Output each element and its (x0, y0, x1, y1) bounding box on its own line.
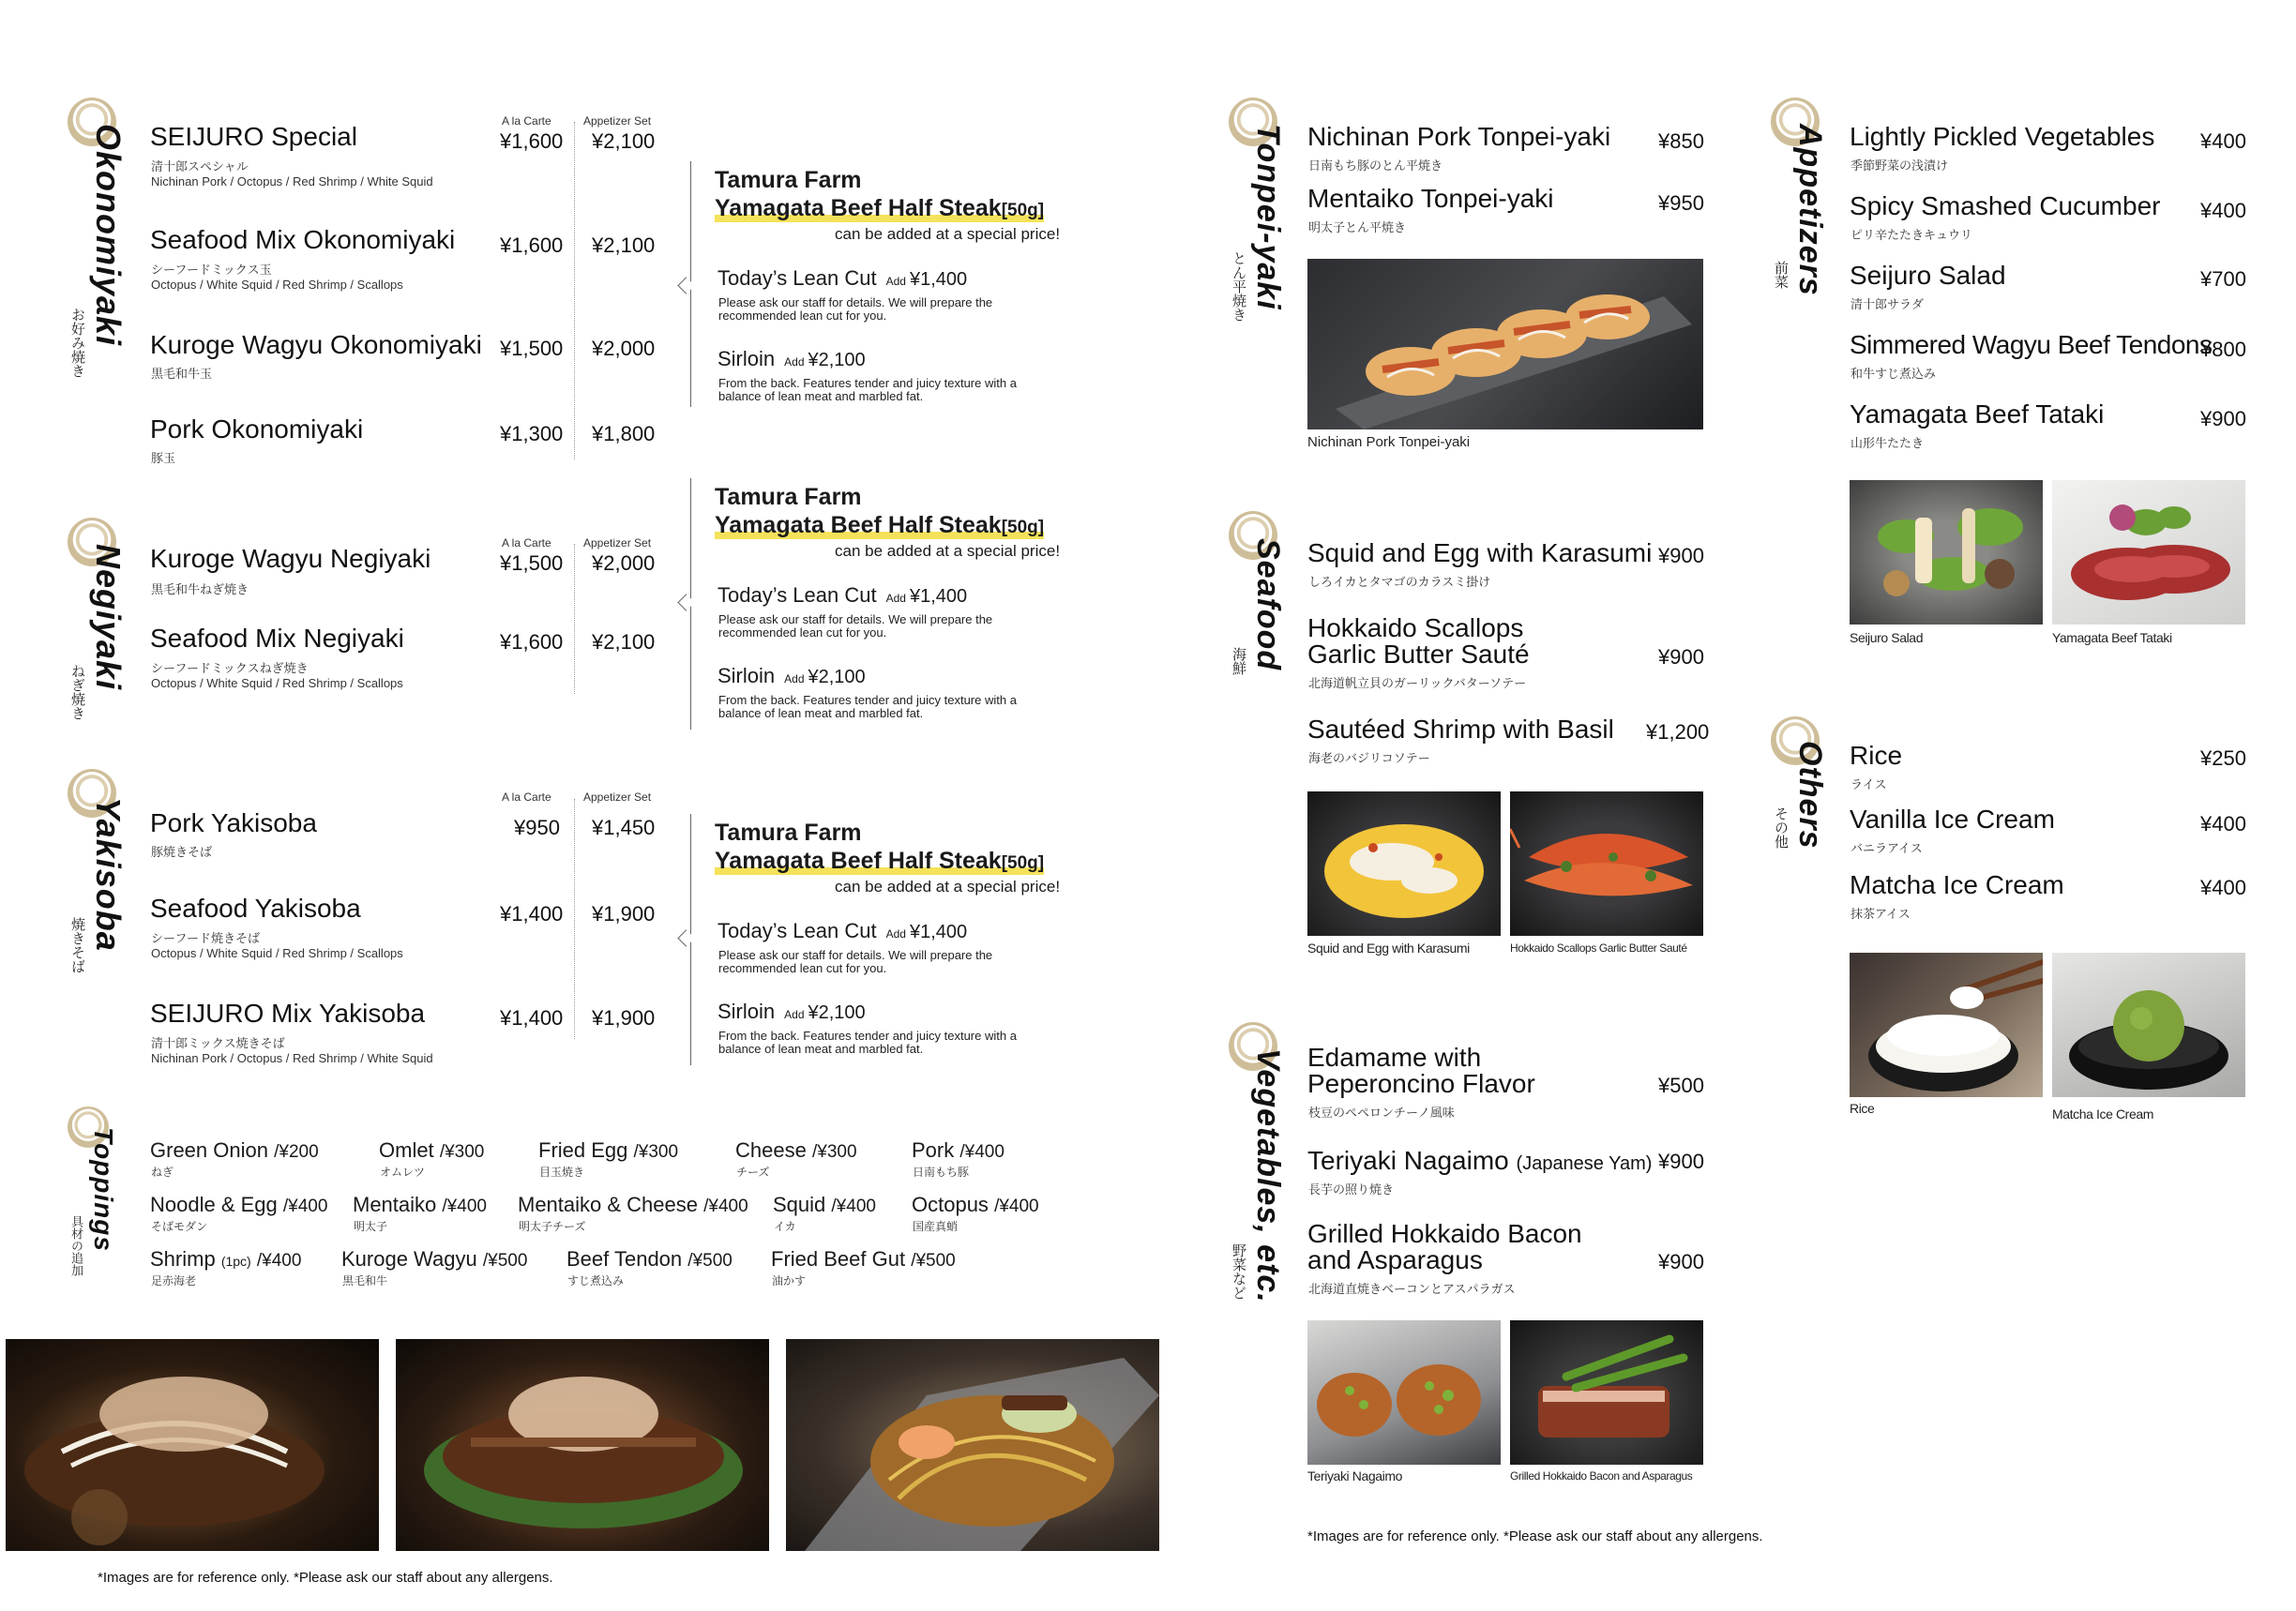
topping-item: Fried Beef Gut /¥500 (771, 1247, 956, 1271)
menu-item-name-line2: Garlic Butter Sauté (1307, 640, 1530, 669)
menu-item-jp: 日南もち豚のとん平焼き (1308, 158, 1443, 173)
item-price: ¥800 (2200, 338, 2246, 361)
tamura-title: Tamura Farm (715, 167, 862, 193)
menu-item-name: Pork Yakisoba (150, 808, 317, 837)
topping-item: Beef Tendon /¥500 (566, 1247, 733, 1271)
item-price: ¥250 (2200, 746, 2246, 770)
photo-caption: Seijuro Salad (1850, 630, 1924, 645)
photo-caption: Grilled Hokkaido Bacon and Asparagus (1510, 1469, 1693, 1483)
topping-jp: チーズ (736, 1166, 770, 1179)
section-title-toppings: Toppings (89, 1127, 118, 1252)
menu-item-jp: シーフードミックス玉 (151, 263, 272, 277)
lean-cut-desc: Please ask our staff for details. We will prepare the recommended lean cut for you. (718, 612, 993, 640)
topping-item: Omlet /¥300 (379, 1138, 485, 1162)
price-appetizer: ¥1,900 (592, 1006, 656, 1030)
photo-caption: Teriyaki Nagaimo (1307, 1468, 1402, 1483)
menu-item-desc: Octopus / White Squid / Red Shrimp / Scallops (151, 676, 403, 690)
price-appetizer: ¥1,900 (592, 902, 656, 926)
tonpei-photo (1307, 259, 1703, 429)
topping-item: Pork /¥400 (912, 1138, 1004, 1162)
menu-item-name: Matcha Ice Cream (1850, 870, 2064, 899)
lean-cut-desc: Please ask our staff for details. We will prepare the recommended lean cut for you. (718, 948, 993, 975)
menu-item-jp: ライス (1850, 777, 1887, 791)
tamura-subtitle: Yamagata Beef Half Steak[50g] (715, 848, 1045, 874)
menu-item-jp: 清十郎スペシャル (151, 159, 249, 173)
bracket-chevron-icon (677, 929, 694, 946)
negiyaki-photo (396, 1339, 769, 1551)
photo-caption: Hokkaido Scallops Garlic Butter Sauté (1510, 941, 1687, 955)
menu-item-jp: バニラアイス (1850, 841, 1923, 855)
menu-item-jp: 枝豆のペペロンチーノ風味 (1308, 1106, 1455, 1120)
tamura-subtitle: Yamagata Beef Half Steak[50g] (715, 195, 1045, 221)
col-header-alacarte: A la Carte (502, 114, 551, 128)
scallops-photo (1510, 791, 1703, 936)
menu-item-jp: シーフードミックスねぎ焼き (151, 661, 309, 675)
price-alacarte: ¥1,300 (500, 422, 564, 445)
tamura-note: can be added at a special price! (835, 542, 1061, 560)
menu-item-jp: 豚焼きそば (151, 845, 213, 859)
menu-item-jp: 黒毛和牛ねぎ焼き (151, 582, 249, 596)
item-price: ¥850 (1658, 129, 1704, 153)
section-title-seafood: Seafood (1250, 538, 1286, 671)
lean-cut: Today’s Lean Cut Add ¥1,400 (718, 919, 968, 942)
sirloin-desc: From the back. Features tender and juicy texture with a balance of lean meat and marbled fat. (718, 693, 1017, 720)
section-title-tonpei: Tonpei-yaki (1250, 124, 1286, 310)
sirloin: Sirloin Add ¥2,100 (718, 664, 866, 687)
col-header-appetizer: Appetizer Set (583, 790, 652, 804)
menu-item-name: Kuroge Wagyu Okonomiyaki (150, 330, 482, 359)
price-alacarte: ¥1,500 (500, 337, 564, 360)
topping-item: Kuroge Wagyu /¥500 (341, 1247, 528, 1271)
section-jp-seafood: 海鮮 (1231, 647, 1246, 675)
section-jp-vegetables: 野菜など (1231, 1243, 1246, 1300)
menu-item-name: Seafood Yakisoba (150, 894, 361, 923)
section-jp-negiyaki: ねぎ焼き (69, 664, 85, 720)
col-header-appetizer: Appetizer Set (583, 114, 652, 128)
menu-item-jp: 海老のバジリコソテー (1308, 751, 1430, 765)
photo-caption: Rice (1850, 1101, 1875, 1116)
menu-item-name: Mentaiko Tonpei-yaki (1307, 184, 1554, 213)
seijuro-salad-photo (1850, 480, 2043, 625)
section-jp-yakisoba: 焼きそば (69, 917, 85, 973)
menu-item-name: Pork Okonomiyaki (150, 414, 364, 444)
tamura-note: can be added at a special price! (835, 225, 1061, 243)
menu-item-jp: 明太子とん平焼き (1308, 220, 1407, 234)
section-title-vegetables: Vegetables, etc. (1250, 1048, 1286, 1303)
bacon-asparagus-photo (1510, 1320, 1703, 1465)
lean-cut: Today’s Lean Cut Add ¥1,400 (718, 266, 968, 290)
item-price: ¥1,200 (1646, 720, 1710, 744)
price-appetizer: ¥2,100 (592, 129, 656, 153)
item-price: ¥700 (2200, 267, 2246, 291)
section-title-others: Others (1792, 741, 1828, 850)
menu-item-name: Squid and Egg with Karasumi (1307, 538, 1653, 567)
menu-item-jp: 北海道直焼きベーコンとアスパラガス (1308, 1282, 1516, 1296)
menu-item-jp: 黒毛和牛玉 (151, 367, 213, 381)
topping-jp: 国産真蛸 (913, 1220, 959, 1233)
squid-egg-photo (1307, 791, 1501, 936)
topping-item: Fried Egg /¥300 (538, 1138, 679, 1162)
section-title-yakisoba: Yakisoba (89, 797, 128, 952)
menu-item-desc: Octopus / White Squid / Red Shrimp / Scallops (151, 278, 403, 292)
menu-item-jp: 清十郎ミックス焼きそば (151, 1036, 285, 1050)
menu-item-name: Yamagata Beef Tataki (1850, 399, 2105, 429)
column-divider (574, 544, 575, 694)
menu-item-jp: 山形牛たたき (1850, 436, 1925, 450)
topping-jp: 日南もち豚 (913, 1166, 970, 1179)
lean-cut-desc: Please ask our staff for details. We will prepare the recommended lean cut for you. (718, 295, 993, 323)
sirloin: Sirloin Add ¥2,100 (718, 1000, 866, 1023)
item-price: ¥500 (1658, 1074, 1704, 1097)
item-price: ¥400 (2200, 199, 2246, 222)
price-alacarte: ¥950 (514, 816, 560, 839)
topping-item: Noodle & Egg /¥400 (150, 1193, 328, 1216)
section-title-okonomiyaki: Okonomiyaki (89, 124, 128, 347)
menu-item-jp: 北海道帆立貝のガーリックバターソテー (1308, 676, 1527, 690)
section-jp-appetizers: 前菜 (1773, 261, 1789, 289)
topping-jp: すじ煮込み (567, 1274, 625, 1287)
topping-jp: そばモダン (151, 1220, 208, 1233)
price-appetizer: ¥1,800 (592, 422, 656, 445)
menu-item-jp: 豚玉 (151, 451, 176, 465)
sirloin: Sirloin Add ¥2,100 (718, 347, 866, 370)
menu-item-name: Lightly Pickled Vegetables (1850, 122, 2155, 151)
price-alacarte: ¥1,400 (500, 902, 564, 926)
topping-item: Cheese /¥300 (735, 1138, 857, 1162)
menu-item-jp: 和牛すじ煮込み (1850, 367, 1937, 381)
sirloin-desc: From the back. Features tender and juicy texture with a balance of lean meat and marbled fat. (718, 376, 1017, 403)
topping-item: Squid /¥400 (773, 1193, 876, 1216)
item-price: ¥900 (1658, 1250, 1704, 1273)
menu-item-name: Vanilla Ice Cream (1850, 805, 2055, 834)
menu-item-name: SEIJURO Special (150, 122, 357, 151)
menu-item-name: SEIJURO Mix Yakisoba (150, 999, 426, 1028)
bracket-chevron-icon (677, 594, 694, 610)
topping-jp: イカ (774, 1220, 796, 1233)
menu-item-jp: 季節野菜の浅漬け (1850, 158, 1949, 173)
menu-item-name: Hokkaido Scallops (1307, 613, 1524, 642)
menu-item-name: Seafood Mix Okonomiyaki (150, 225, 456, 254)
menu-item-name: Rice (1850, 741, 1903, 770)
tamura-title: Tamura Farm (715, 820, 862, 846)
menu-item-name: Nichinan Pork Tonpei-yaki (1307, 122, 1611, 151)
price-alacarte: ¥1,500 (500, 551, 564, 575)
topping-item: Shrimp (1pc) /¥400 (150, 1247, 302, 1271)
sirloin-desc: From the back. Features tender and juicy texture with a balance of lean meat and marbled fat. (718, 1029, 1017, 1056)
menu-item-jp: ピリ辛たたきキュウリ (1850, 228, 1973, 242)
section-jp-others: その他 (1773, 806, 1789, 849)
photo-caption: Squid and Egg with Karasumi (1307, 941, 1470, 956)
price-alacarte: ¥1,600 (500, 129, 564, 153)
topping-item: Octopus /¥400 (912, 1193, 1039, 1216)
menu-item-name-line2: Peperoncino Flavor (1307, 1069, 1535, 1098)
menu-item-name: Seafood Mix Negiyaki (150, 624, 404, 653)
beef-tataki-photo (2052, 480, 2245, 625)
topping-jp: ねぎ (151, 1166, 174, 1179)
rice-photo (1850, 953, 2043, 1097)
matcha-photo (2052, 953, 2245, 1097)
bracket-chevron-icon (677, 277, 694, 294)
photo-caption: Nichinan Pork Tonpei-yaki (1307, 434, 1471, 450)
topping-jp: 足赤海老 (151, 1274, 197, 1287)
photo-caption: Yamagata Beef Tataki (2052, 630, 2172, 645)
item-price: ¥400 (2200, 812, 2246, 836)
topping-jp: 明太子 (354, 1220, 388, 1233)
item-price: ¥900 (1658, 544, 1704, 567)
okonomiyaki-photo (6, 1339, 379, 1551)
menu-item-name: Sautéed Shrimp with Basil (1307, 715, 1614, 744)
price-appetizer: ¥2,000 (592, 551, 656, 575)
column-divider (574, 799, 575, 1039)
menu-item-jp: シーフード焼きそば (151, 931, 260, 945)
tamura-subtitle: Yamagata Beef Half Steak[50g] (715, 512, 1045, 538)
price-appetizer: ¥2,000 (592, 337, 656, 360)
topping-jp: 油かす (772, 1274, 807, 1287)
topping-item: Mentaiko /¥400 (353, 1193, 487, 1216)
topping-jp: オムレツ (380, 1166, 426, 1179)
price-alacarte: ¥1,400 (500, 1006, 564, 1030)
menu-item-jp: しろイカとタマゴのカラスミ掛け (1308, 575, 1491, 589)
topping-item: Mentaiko & Cheese /¥400 (518, 1193, 748, 1216)
menu-item-name: Kuroge Wagyu Negiyaki (150, 544, 431, 573)
menu-item-name-line2: and Asparagus (1307, 1245, 1483, 1274)
section-jp-toppings: 具材の追加 (69, 1215, 83, 1276)
price-appetizer: ¥1,450 (592, 816, 656, 839)
price-appetizer: ¥2,100 (592, 233, 656, 257)
col-header-alacarte: A la Carte (502, 536, 551, 550)
price-alacarte: ¥1,600 (500, 233, 564, 257)
menu-item-desc: Octopus / White Squid / Red Shrimp / Scallops (151, 946, 403, 960)
item-price: ¥900 (1658, 1150, 1704, 1173)
menu-item-name: Simmered Wagyu Beef Tendons (1850, 330, 2213, 359)
topping-jp: 目玉焼き (539, 1166, 585, 1179)
section-jp-okonomiyaki: お好み焼き (69, 308, 85, 378)
col-header-appetizer: Appetizer Set (583, 536, 652, 550)
section-title-negiyaki: Negiyaki (89, 544, 128, 691)
menu-item-jp: 清十郎サラダ (1850, 297, 1924, 311)
item-price: ¥900 (1658, 645, 1704, 669)
menu-item-jp: 長芋の照り焼き (1308, 1182, 1395, 1197)
menu-item-jp: 抹茶アイス (1850, 907, 1911, 921)
menu-item-desc: Nichinan Pork / Octopus / Red Shrimp / White Squid (151, 174, 433, 188)
price-alacarte: ¥1,600 (500, 630, 564, 654)
lean-cut: Today’s Lean Cut Add ¥1,400 (718, 583, 968, 607)
item-price: ¥900 (2200, 407, 2246, 430)
topping-jp: 明太子チーズ (519, 1220, 586, 1233)
footnote: *Images are for reference only. *Please ask our staff about any allergens. (98, 1570, 553, 1586)
price-appetizer: ¥2,100 (592, 630, 656, 654)
nagaimo-photo (1307, 1320, 1501, 1465)
menu-item-name: Spicy Smashed Cucumber (1850, 191, 2161, 220)
menu-item-desc: Nichinan Pork / Octopus / Red Shrimp / White Squid (151, 1051, 433, 1065)
footnote: *Images are for reference only. *Please ask our staff about any allergens. (1307, 1528, 1763, 1544)
yakisoba-photo (786, 1339, 1159, 1551)
tamura-title: Tamura Farm (715, 484, 862, 510)
item-price: ¥400 (2200, 129, 2246, 153)
menu-item-name: Teriyaki Nagaimo (Japanese Yam) (1307, 1146, 1653, 1175)
section-jp-tonpei: とん平焼き (1231, 251, 1246, 322)
menu-item-name: Grilled Hokkaido Bacon (1307, 1219, 1582, 1248)
item-price: ¥950 (1658, 191, 1704, 215)
photo-caption: Matcha Ice Cream (2052, 1107, 2153, 1122)
topping-item: Green Onion /¥200 (150, 1138, 319, 1162)
item-price: ¥400 (2200, 876, 2246, 899)
tamura-note: can be added at a special price! (835, 878, 1061, 896)
topping-jp: 黒毛和牛 (342, 1274, 388, 1287)
column-divider (574, 122, 575, 459)
col-header-alacarte: A la Carte (502, 790, 551, 804)
section-title-appetizers: Appetizers (1792, 124, 1828, 296)
menu-item-name: Seijuro Salad (1850, 261, 2006, 290)
menu-item-name: Edamame with (1307, 1043, 1482, 1072)
